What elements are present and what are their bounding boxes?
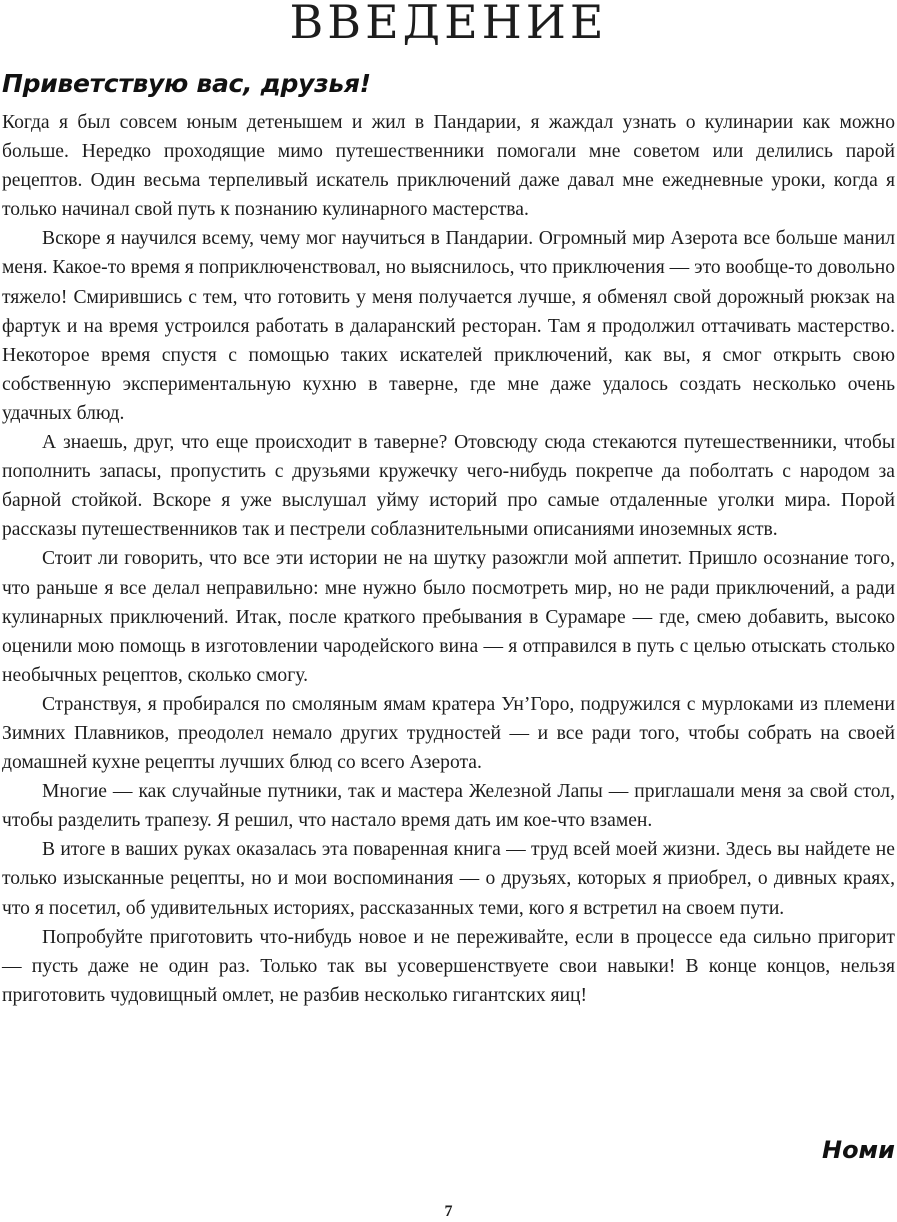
paragraph-4: Стоит ли говорить, что все эти истории не на шутку разожгли мой аппетит. Пришло осознание того, что раньше я все делал неправильно: мне нужно было посмотреть мир, но не ради приключений, а ради кулинарных приключений. Итак, после краткого пребывания в Сурамаре — где, смею добавить, высоко оценили мою помощь в изготовлении чародейского вина — я отправился в путь с целью отыскать столько необычных рецептов, сколько смогу. [2, 548, 895, 686]
page-number: 7 [444, 1203, 453, 1220]
paragraph-3: А знаешь, друг, что еще происходит в таверне? Отовсюду сюда стекаются путешественники, чтобы пополнить запасы, пропустить с друзьями кружечку чего-нибудь покрепче да поболтать с народом за барной стойкой. Вскоре я уже выслушал уйму историй про самые отдаленные уголки мира. Порой рассказы путешественников так и пестрели соблазнительными описаниями иноземных яств. [2, 432, 895, 541]
paragraph-1: Когда я был совсем юным детенышем и жил в Пандарии, я жаждал узнать о кулинарии как можно больше. Нередко проходящие мимо путешественники помогали мне советом или делились парой рецептов. Один весьма терпеливый искатель приключений даже давал мне ежедневные уроки, когда я только начинал свой путь к познанию кулинарного мастерства. [2, 112, 895, 221]
author-signature: Номи [821, 1136, 895, 1164]
paragraph-2: Вскоре я научился всему, чему мог научиться в Пандарии. Огромный мир Азерота все больше манил меня. Какое-то время я поприключенствовал, но выяснилось, что приключения — это вообще-то довольно тяжело! Смирившись с тем, что готовить у меня получается лучше, я обменял свой дорожный рюкзак на фартук и на время устроился работать в даларанский ресторан. Там я продолжил оттачивать мастерство. Некоторое время спустя с помощью таких искателей приключений, как вы, я смог открыть свою собственную экспериментальную кухню в таверне, где мне даже удалось создать несколько очень удачных блюд. [2, 228, 895, 424]
paragraph-5: Странствуя, я пробирался по смоляным ямам кратера Ун’Горо, подружился с мурлоками из племени Зимних Плавников, преодолел немало других трудностей — и все ради того, чтобы собрать на своей домашней кухне рецепты лучших блюд со всего Азерота. [2, 693, 895, 774]
paragraph-8: Попробуйте приготовить что-нибудь новое и не переживайте, если в процессе еда сильно пригорит — пусть даже не один раз. Только так вы усовершенствуете свои навыки! В конце концов, нельзя приготовить чудовищный омлет, не разбив несколько гигантских яиц! [2, 926, 895, 1006]
paragraph-7: В итоге в ваших руках оказалась эта поваренная книга — труд всей моей жизни. Здесь вы найдете не только изысканные рецепты, но и мои воспоминания — о друзьях, которых я приобрел, о дивных краях, что я посетил, об удивительных историях, рассказанных теми, кого я встретил на своем пути. [2, 839, 895, 919]
paragraph-6: Многие — как случайные путники, так и мастера Железной Лапы — приглашали меня за свой стол, чтобы разделить трапезу. Я решил, что настало время дать им кое-что взамен. [2, 781, 895, 832]
body-text [2, 108, 895, 1010]
greeting-heading: Приветствую вас, друзья! [2, 69, 371, 98]
page-title: ВВЕДЕНИЕ [289, 0, 608, 49]
